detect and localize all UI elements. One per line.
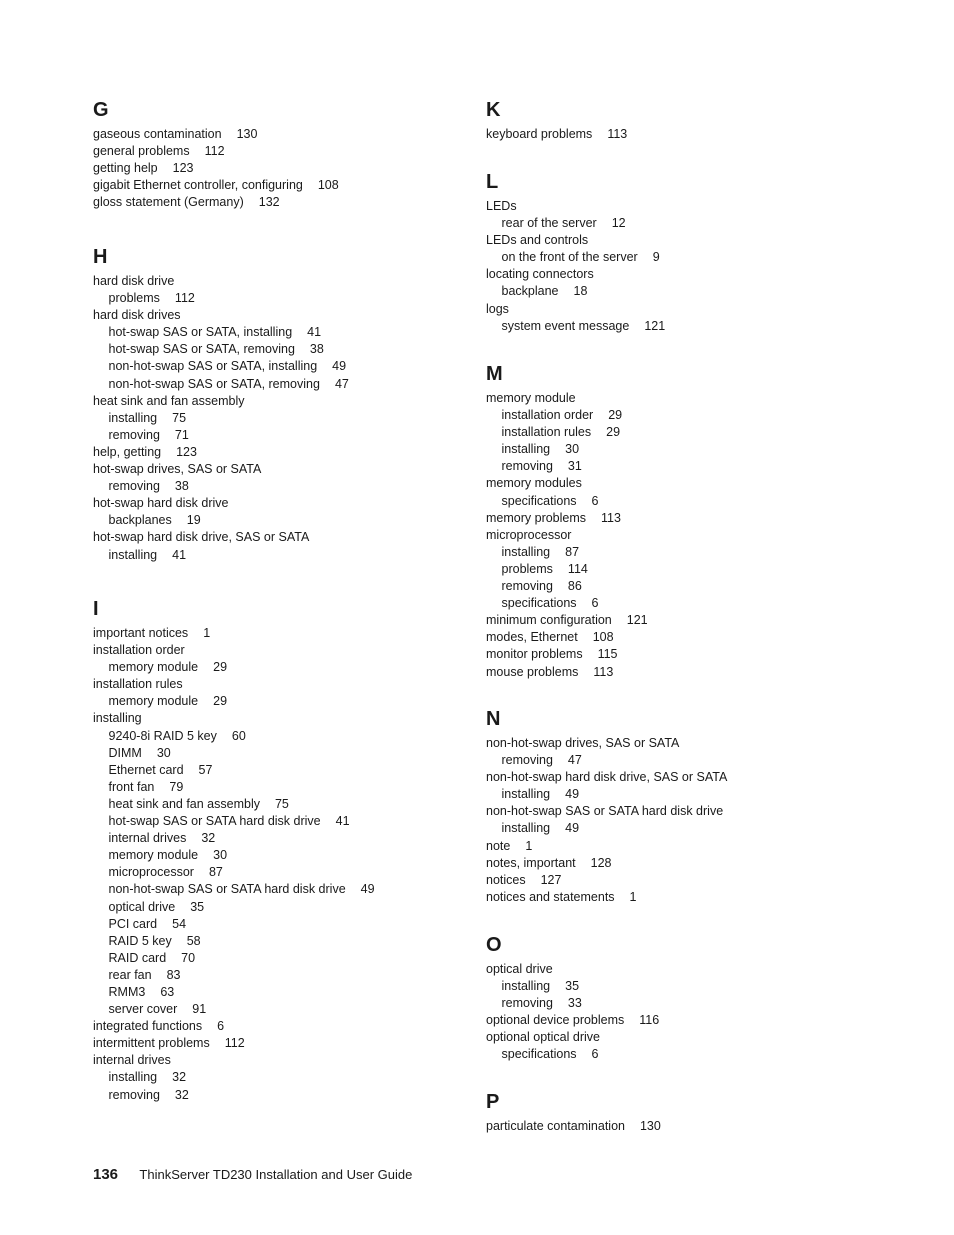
entry-page-number: 29 bbox=[608, 408, 623, 423]
index-entry bbox=[486, 629, 906, 646]
entry-page-number: 30 bbox=[565, 442, 580, 457]
entry-term: non-hot-swap SAS or SATA, removing bbox=[108, 376, 320, 391]
entry-term: monitor problems bbox=[486, 647, 583, 662]
entry-term: 9240-8i RAID 5 key bbox=[108, 728, 217, 743]
index-subentry bbox=[93, 478, 463, 495]
entry-page-number: 1 bbox=[525, 838, 533, 853]
entry-term: hot-swap hard disk drive bbox=[93, 496, 229, 511]
section-letter: G bbox=[93, 99, 109, 121]
entry-term: removing bbox=[108, 1087, 160, 1102]
index-subentry bbox=[93, 745, 463, 762]
entry-term: RAID card bbox=[108, 950, 167, 965]
entry-term: installation order bbox=[501, 408, 594, 423]
entry-term: backplanes bbox=[108, 513, 172, 528]
index-subentry bbox=[486, 1046, 906, 1063]
entry-page-number: 29 bbox=[213, 694, 228, 709]
entry-page-number: 63 bbox=[160, 984, 175, 999]
index-section-h bbox=[93, 245, 463, 564]
entry-page-number: 86 bbox=[567, 579, 582, 594]
entry-term: removing bbox=[501, 579, 553, 594]
entry-page-number: 49 bbox=[360, 882, 375, 897]
entry-term: problems bbox=[108, 291, 160, 306]
entry-term: hot-swap drives, SAS or SATA bbox=[93, 462, 262, 477]
index-subentry bbox=[486, 318, 906, 335]
index-entry bbox=[486, 735, 906, 752]
entry-term: removing bbox=[501, 753, 553, 768]
entry-page-number: 6 bbox=[591, 1047, 599, 1062]
entry-term: gloss statement (Germany) bbox=[93, 195, 244, 210]
entry-page-number: 6 bbox=[591, 596, 599, 611]
entry-term: logs bbox=[486, 301, 509, 316]
entry-page-number: 127 bbox=[540, 872, 562, 887]
entry-page-number: 54 bbox=[172, 916, 187, 931]
section-letter: H bbox=[93, 246, 108, 268]
index-entry bbox=[486, 1029, 906, 1046]
entry-term: RMM3 bbox=[108, 984, 146, 999]
entry-page-number: 31 bbox=[567, 459, 582, 474]
index-entry bbox=[486, 612, 906, 629]
entry-term: getting help bbox=[93, 161, 158, 176]
entry-term: installing bbox=[108, 547, 158, 562]
index-entry bbox=[486, 126, 906, 143]
entry-term: memory module bbox=[486, 391, 576, 405]
entry-term: note bbox=[486, 838, 511, 853]
index-subentry bbox=[93, 813, 463, 830]
index-subentry bbox=[486, 752, 906, 769]
index-entry bbox=[486, 872, 906, 889]
entry-page-number: 49 bbox=[565, 821, 580, 836]
entry-term: installing bbox=[108, 410, 158, 425]
entry-page-number: 1 bbox=[203, 626, 211, 640]
index-section-p bbox=[486, 1090, 906, 1135]
entry-page-number: 32 bbox=[172, 1070, 187, 1085]
index-subentry bbox=[93, 899, 463, 916]
index-entry bbox=[486, 510, 906, 527]
entry-term: optional device problems bbox=[486, 1013, 625, 1028]
entry-page-number: 130 bbox=[639, 1119, 661, 1133]
entry-page-number: 108 bbox=[317, 178, 339, 193]
entry-page-number: 6 bbox=[217, 1019, 225, 1034]
entry-term: non-hot-swap SAS or SATA, installing bbox=[108, 359, 318, 374]
index-entry bbox=[93, 143, 463, 160]
entry-page-number: 49 bbox=[332, 359, 347, 374]
entry-term: installing bbox=[501, 442, 551, 457]
entry-page-number: 18 bbox=[573, 284, 588, 299]
index-subentry bbox=[93, 864, 463, 881]
index-entry bbox=[486, 198, 906, 215]
entry-term: installing bbox=[501, 787, 551, 802]
entry-page-number: 123 bbox=[172, 161, 194, 176]
entry-term: specifications bbox=[501, 1047, 577, 1062]
entry-term: DIMM bbox=[108, 745, 142, 760]
index-section-i bbox=[93, 597, 463, 1104]
index-subentry bbox=[93, 728, 463, 745]
entry-term: rear of the server bbox=[501, 216, 597, 231]
entry-page-number: 57 bbox=[198, 762, 213, 777]
entry-term: optical drive bbox=[108, 899, 176, 914]
index-subentry bbox=[93, 410, 463, 427]
entry-page-number: 115 bbox=[597, 647, 618, 662]
entry-page-number: 12 bbox=[611, 216, 626, 231]
entry-page-number: 123 bbox=[176, 444, 197, 459]
index-entry bbox=[93, 710, 463, 727]
index-subentry bbox=[93, 376, 463, 393]
entry-term: system event message bbox=[501, 318, 630, 333]
entry-page-number: 113 bbox=[607, 127, 628, 141]
section-letter: N bbox=[486, 708, 501, 730]
entry-page-number: 58 bbox=[186, 933, 201, 948]
entry-term: non-hot-swap drives, SAS or SATA bbox=[486, 736, 680, 750]
section-letter: M bbox=[486, 363, 503, 385]
index-entry bbox=[486, 475, 906, 492]
entry-term: rear fan bbox=[108, 967, 152, 982]
entry-page-number: 112 bbox=[204, 144, 225, 159]
index-entry bbox=[486, 664, 906, 681]
index-subentry bbox=[93, 950, 463, 967]
index-subentry bbox=[486, 215, 906, 232]
entry-page-number: 32 bbox=[201, 831, 216, 846]
entry-page-number: 6 bbox=[591, 493, 599, 508]
index-entry bbox=[93, 642, 463, 659]
entry-term: heat sink and fan assembly bbox=[93, 393, 245, 408]
index-subentry bbox=[93, 1069, 463, 1086]
index-section-l bbox=[486, 170, 906, 335]
index-entry bbox=[486, 266, 906, 283]
entry-term: installing bbox=[93, 711, 142, 726]
entry-page-number: 70 bbox=[181, 950, 196, 965]
index-entry bbox=[486, 527, 906, 544]
index-subentry bbox=[486, 249, 906, 266]
entry-term: heat sink and fan assembly bbox=[108, 796, 260, 811]
index-entry bbox=[93, 495, 463, 512]
entry-term: non-hot-swap hard disk drive, SAS or SATA bbox=[486, 770, 728, 785]
index-subentry bbox=[486, 561, 906, 578]
index-subentry bbox=[93, 427, 463, 444]
entry-term: memory module bbox=[108, 694, 199, 709]
entry-term: RAID 5 key bbox=[108, 933, 172, 948]
index-subentry bbox=[93, 693, 463, 710]
index-entry bbox=[93, 307, 463, 324]
entry-term: hard disk drives bbox=[93, 308, 181, 323]
entry-page-number: 112 bbox=[224, 1036, 245, 1051]
index-subentry bbox=[486, 424, 906, 441]
index-subentry bbox=[486, 995, 906, 1012]
section-letter: K bbox=[486, 99, 501, 121]
entry-term: important notices bbox=[93, 626, 189, 640]
index-entry bbox=[93, 676, 463, 693]
entry-term: Ethernet card bbox=[108, 762, 184, 777]
entry-term: removing bbox=[501, 459, 553, 474]
index-entry bbox=[486, 855, 906, 872]
index-subentry bbox=[486, 407, 906, 424]
index-subentry bbox=[93, 547, 463, 564]
index-subentry bbox=[486, 820, 906, 837]
index-entry bbox=[93, 160, 463, 177]
index-section-o bbox=[486, 933, 906, 1064]
entry-page-number: 19 bbox=[186, 513, 201, 528]
entry-page-number: 35 bbox=[565, 979, 580, 994]
index-subentry bbox=[93, 933, 463, 950]
entry-page-number: 1 bbox=[629, 889, 637, 904]
entry-term: installing bbox=[108, 1070, 158, 1085]
index-subentry bbox=[93, 967, 463, 984]
index-entry bbox=[93, 625, 463, 642]
footer-page-number: 136 bbox=[93, 1166, 119, 1183]
entry-term: hot-swap hard disk drive, SAS or SATA bbox=[93, 530, 310, 545]
index-entry bbox=[486, 646, 906, 663]
index-entry bbox=[486, 961, 906, 978]
entry-term: installation order bbox=[93, 643, 185, 658]
entry-page-number: 113 bbox=[593, 664, 614, 679]
entry-term: installing bbox=[501, 979, 551, 994]
entry-term: front fan bbox=[108, 779, 155, 794]
index-subentry bbox=[486, 578, 906, 595]
entry-page-number: 30 bbox=[213, 848, 228, 863]
index-entry bbox=[486, 803, 906, 820]
entry-term: non-hot-swap SAS or SATA hard disk drive bbox=[108, 882, 346, 897]
entry-page-number: 114 bbox=[567, 561, 588, 576]
entry-page-number: 41 bbox=[335, 814, 350, 829]
index-subentry bbox=[93, 779, 463, 796]
index-subentry bbox=[486, 283, 906, 300]
entry-page-number: 38 bbox=[309, 342, 324, 357]
section-letter: O bbox=[486, 934, 502, 956]
index-subentry bbox=[486, 978, 906, 995]
entry-page-number: 132 bbox=[258, 195, 280, 210]
index-subentry bbox=[93, 1087, 463, 1104]
index-subentry bbox=[93, 847, 463, 864]
entry-term: memory module bbox=[108, 660, 199, 675]
entry-term: installation rules bbox=[93, 677, 183, 692]
index-entry bbox=[93, 1035, 463, 1052]
entry-term: memory module bbox=[108, 848, 199, 863]
index-entry bbox=[93, 1018, 463, 1035]
entry-term: specifications bbox=[501, 493, 577, 508]
entry-page-number: 87 bbox=[565, 544, 580, 559]
entry-term: particulate contamination bbox=[486, 1119, 625, 1133]
index-subentry bbox=[486, 458, 906, 475]
entry-page-number: 47 bbox=[334, 376, 349, 391]
index-entry bbox=[486, 1012, 906, 1029]
entry-page-number: 33 bbox=[567, 996, 582, 1011]
entry-page-number: 75 bbox=[274, 796, 289, 811]
entry-page-number: 130 bbox=[236, 127, 258, 141]
entry-term: mouse problems bbox=[486, 664, 579, 679]
entry-term: removing bbox=[108, 427, 160, 442]
entry-term: memory problems bbox=[486, 510, 587, 525]
entry-page-number: 91 bbox=[192, 1002, 207, 1017]
index-entry bbox=[486, 390, 906, 407]
index-subentry bbox=[486, 441, 906, 458]
entry-term: microprocessor bbox=[486, 527, 572, 542]
entry-page-number: 108 bbox=[592, 630, 614, 645]
entry-term: installing bbox=[501, 821, 551, 836]
entry-term: hot-swap SAS or SATA hard disk drive bbox=[108, 814, 321, 829]
entry-term: intermittent problems bbox=[93, 1036, 210, 1051]
entry-page-number: 41 bbox=[172, 547, 187, 562]
index-entry bbox=[93, 529, 463, 546]
index-entry bbox=[486, 889, 906, 906]
entry-page-number: 87 bbox=[208, 865, 223, 880]
entry-term: microprocessor bbox=[108, 865, 194, 880]
entry-page-number: 112 bbox=[174, 291, 195, 306]
entry-term: keyboard problems bbox=[486, 127, 593, 141]
entry-term: notes, important bbox=[486, 855, 576, 870]
entry-page-number: 121 bbox=[644, 318, 666, 333]
entry-page-number: 79 bbox=[169, 779, 184, 794]
entry-term: removing bbox=[501, 996, 553, 1011]
entry-term: LEDs bbox=[486, 199, 517, 213]
entry-page-number: 35 bbox=[190, 899, 205, 914]
entry-term: internal drives bbox=[93, 1053, 171, 1068]
index-entry bbox=[486, 769, 906, 786]
entry-page-number: 30 bbox=[156, 745, 171, 760]
entry-term: internal drives bbox=[108, 831, 187, 846]
index-subentry bbox=[93, 916, 463, 933]
entry-term: installation rules bbox=[501, 425, 592, 440]
entry-page-number: 9 bbox=[652, 250, 660, 265]
entry-page-number: 75 bbox=[172, 410, 187, 425]
entry-term: non-hot-swap SAS or SATA hard disk drive bbox=[486, 804, 724, 819]
entry-term: memory modules bbox=[486, 476, 582, 491]
entry-page-number: 41 bbox=[307, 325, 322, 340]
entry-term: hot-swap SAS or SATA, removing bbox=[108, 342, 295, 357]
index-section-n bbox=[486, 707, 906, 906]
index-subentry bbox=[93, 762, 463, 779]
entry-page-number: 128 bbox=[590, 855, 612, 870]
entry-term: notices and statements bbox=[486, 889, 615, 904]
index-entry bbox=[486, 232, 906, 249]
index-subentry bbox=[93, 358, 463, 375]
index-subentry bbox=[93, 830, 463, 847]
entry-page-number: 38 bbox=[174, 479, 189, 494]
index-subentry bbox=[93, 659, 463, 676]
index-subentry bbox=[486, 493, 906, 510]
entry-term: hot-swap SAS or SATA, installing bbox=[108, 325, 293, 340]
entry-term: backplane bbox=[501, 284, 559, 299]
index-subentry bbox=[486, 595, 906, 612]
index-subentry bbox=[93, 512, 463, 529]
entry-term: modes, Ethernet bbox=[486, 630, 578, 645]
index-entry bbox=[93, 444, 463, 461]
page-footer bbox=[93, 1164, 412, 1186]
section-letter: P bbox=[486, 1091, 500, 1113]
entry-term: minimum configuration bbox=[486, 613, 612, 628]
index-subentry bbox=[93, 290, 463, 307]
index-entry bbox=[486, 301, 906, 318]
entry-term: help, getting bbox=[93, 444, 162, 459]
index-section-g bbox=[93, 98, 463, 211]
index-entry bbox=[93, 177, 463, 194]
index-subentry bbox=[93, 1001, 463, 1018]
entry-page-number: 47 bbox=[567, 753, 582, 768]
entry-page-number: 71 bbox=[174, 427, 189, 442]
index-subentry bbox=[486, 786, 906, 803]
index-entry bbox=[486, 838, 906, 855]
entry-term: optional optical drive bbox=[486, 1030, 600, 1045]
index-entry bbox=[93, 194, 463, 211]
entry-page-number: 49 bbox=[565, 787, 580, 802]
entry-term: specifications bbox=[501, 596, 577, 611]
section-letter: I bbox=[93, 598, 99, 620]
index-subentry bbox=[486, 544, 906, 561]
entry-term: gaseous contamination bbox=[93, 127, 222, 141]
index-section-m bbox=[486, 362, 906, 681]
entry-page-number: 113 bbox=[601, 510, 621, 525]
index-subentry bbox=[93, 984, 463, 1001]
entry-page-number: 29 bbox=[606, 425, 621, 440]
index-subentry bbox=[93, 881, 463, 898]
entry-term: PCI card bbox=[108, 916, 158, 931]
entry-term: problems bbox=[501, 561, 553, 576]
entry-term: integrated functions bbox=[93, 1019, 203, 1034]
index-entry bbox=[93, 461, 463, 478]
entry-term: LEDs and controls bbox=[486, 233, 589, 248]
index-entry bbox=[93, 393, 463, 410]
entry-page-number: 29 bbox=[213, 660, 228, 675]
index-section-k bbox=[486, 98, 906, 143]
index-entry bbox=[93, 126, 463, 143]
section-letter: L bbox=[486, 171, 499, 193]
entry-term: general problems bbox=[93, 144, 190, 159]
entry-term: server cover bbox=[108, 1002, 178, 1017]
index-subentry bbox=[93, 324, 463, 341]
entry-term: hard disk drive bbox=[93, 274, 175, 288]
entry-term: removing bbox=[108, 479, 160, 494]
entry-page-number: 116 bbox=[639, 1013, 660, 1028]
entry-term: gigabit Ethernet controller, configuring bbox=[93, 178, 303, 193]
index-subentry bbox=[93, 796, 463, 813]
index-entry bbox=[93, 273, 463, 290]
entry-page-number: 32 bbox=[174, 1087, 189, 1102]
index-entry bbox=[93, 1052, 463, 1069]
entry-term: on the front of the server bbox=[501, 250, 638, 265]
index-entry bbox=[486, 1118, 906, 1135]
entry-term: optical drive bbox=[486, 962, 553, 976]
entry-term: installing bbox=[501, 544, 551, 559]
entry-page-number: 121 bbox=[626, 613, 648, 628]
entry-page-number: 60 bbox=[231, 728, 246, 743]
entry-page-number: 83 bbox=[166, 967, 181, 982]
index-subentry bbox=[93, 341, 463, 358]
footer-title: ThinkServer TD230 Installation and User Guide bbox=[139, 1167, 413, 1182]
entry-term: notices bbox=[486, 872, 526, 887]
entry-term: locating connectors bbox=[486, 267, 594, 282]
